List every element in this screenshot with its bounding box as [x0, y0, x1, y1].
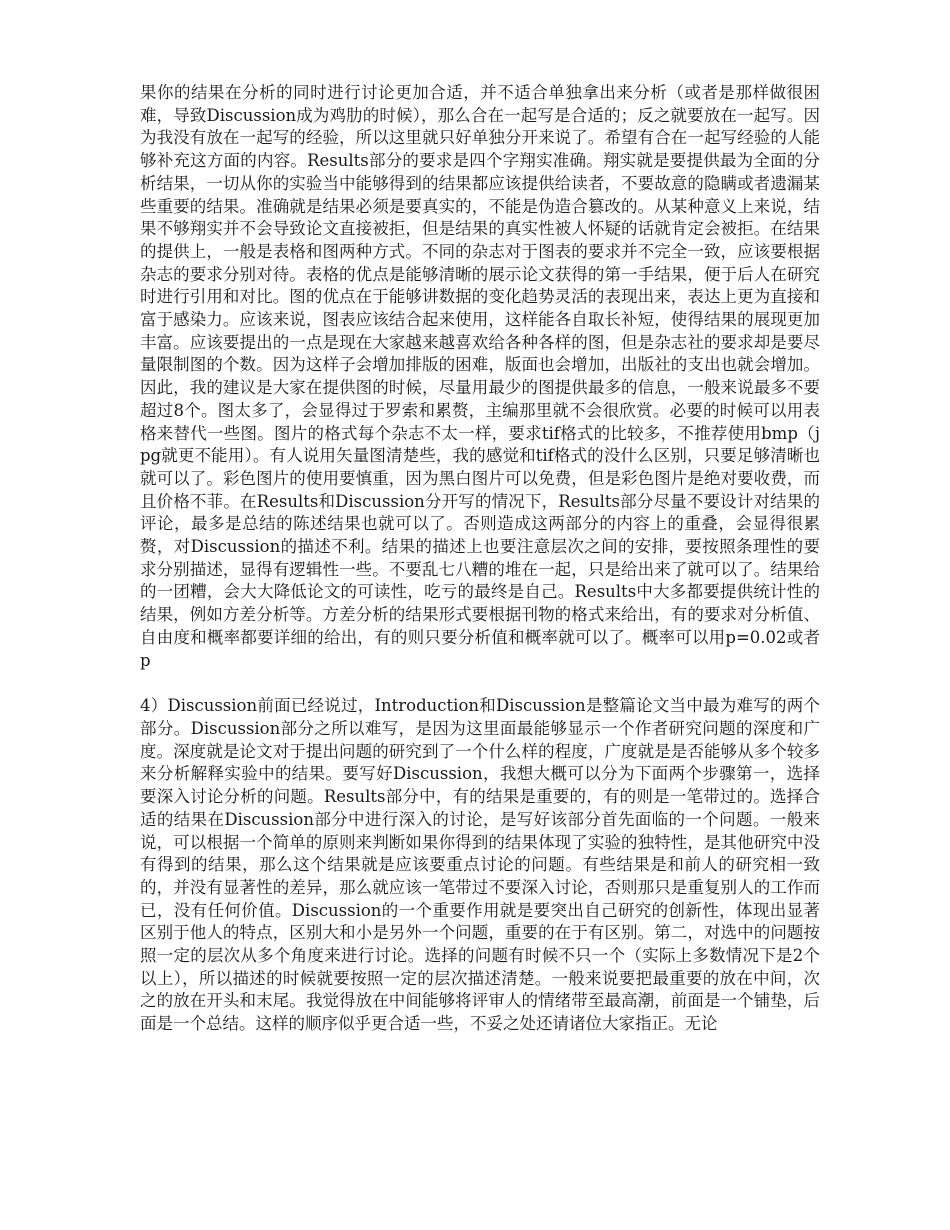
paragraph-discussion: 4）Discussion前面已经说过，Introduction和Discussion是整篇论文当中最为难写的两个部分。Discussion部分之所以难写，是因为这里面最能够显示一个作者研究问题的深度和广度。深度就是论文对于提出问题的研究到了一个什么样的程度，广度就是是否能够从多个较多来分析解释实验中的结果。要写好Discussion，我想大概可以分为下面两个步骤第一，选择要深入讨论分析的问题。Results部分中，有的结果是重要的，有的则是一笔带过的。选择合适的结果在Discussion部分中进行深入的讨论，是写好该部分首先面临的一个问题。一般来说，可以根据一个简单的原则来判断如果你得到的结果体现了实验的独特性，是其他研究中没有得到的结果，那么这个结果就是应该要重点讨论的问题。有些结果是和前人的研究相一致的，并没有显著性的差异，那么就应该一笔带过不要深入讨论，否则那只是重复别人的工作而已，没有任何价值。Discussion的一个重要作用就是要突出自己研究的创新性，体现出显著区别于他人的特点，区别大和小是另外一个问题，重要的在于有区别。第二，对选中的问题按照一定的层次从多个角度来进行讨论。选择的问题有时候不只一个（实际上多数情况下是2个以上），所以描述的时候就要按照一定的层次描述清楚。一般来说要把最重要的放在中间，次之的放在开头和末尾。我觉得放在中间能够将评审人的情绪带至最高潮，前面是一个铺垫，后面是一个总结。这样的顺序似乎更合适一些，不妥之处还请诸位大家指正。无论 — [140, 696, 820, 1034]
paragraph-results: 果你的结果在分析的同时进行讨论更加合适，并不适合单独拿出来分析（或者是那样做很困难，导致Discussion成为鸡肋的时候），那么合在一起写是合适的；反之就要放在一起写。因为我没有放在一起写的经验，所以这里就只好单独分开来说了。希望有合在一起写经验的人能够补充这方面的内容。Results部分的要求是四个字翔实准确。翔实就是要提供最为全面的分析结果，一切从你的实验当中能够得到的结果都应该提供给读者，不要故意的隐瞒或者遗漏某些重要的结果。准确就是结果必须是要真实的，不能是伪造合篡改的。从某种意义上来说，结果不够翔实并不会导致论文直接被拒，但是结果的真实性被人怀疑的话就肯定会被拒。在结果的提供上，一般是表格和图两种方式。不同的杂志对于图表的要求并不完全一致，应该要根据杂志的要求分别对待。表格的优点是能够清晰的展示论文获得的第一手结果，便于后人在研究时进行引用和对比。图的优点在于能够讲数据的变化趋势灵活的表现出来，表达上更为直接和富于感染力。应该来说，图表应该结合起来使用，这样能各自取长补短，使得结果的展现更加丰富。应该要提出的一点是现在大家越来越喜欢给各种各样的图，但是杂志社的要求却是要尽量限制图的个数。因为这样子会增加排版的困难，版面也会增加，出版社的支出也就会增加。因此，我的建议是大家在提供图的时候，尽量用最少的图提供最多的信息，一般来说最多不要超过8个。图太多了，会显得过于罗索和累赘，主编那里就不会很欣赏。必要的时候可以用表格来替代一些图。图片的格式每个杂志不太一样，要求tif格式的比较多，不推荐使用bmp（jpg就更不能用）。有人说用矢量图清楚些，我的感觉和tif格式的没什么区别，只要足够清晰也就可以了。彩色图片的使用要慎重，因为黑白图片可以免费，但是彩色图片是绝对要收费，而且价格不菲。在Results和Discussion分开写的情况下，Results部分尽量不要设计对结果的评论，最多是总结的陈述结果也就可以了。否则造成这两部分的内容上的重叠，会显得很累赘，对Discussion的描述不利。结果的描述上也要注意层次之间的安排，要按照条理性的要求分别描述，显得有逻辑性一些。不要乱七八糟的堆在一起，只是给出来了就可以了。结果给的一团糟，会大大降低论文的可读性，吃亏的最终是自己。Results中大多都要提供统计性的结果，例如方差分析等。方差分析的结果形式要根据刊物的格式来给出，有的要求对分析值、自由度和概率都要详细的给出，有的则只要分析值和概率就可以了。概率可以用p=0.02或者p — [140, 83, 820, 670]
document-body — [140, 82, 820, 1036]
